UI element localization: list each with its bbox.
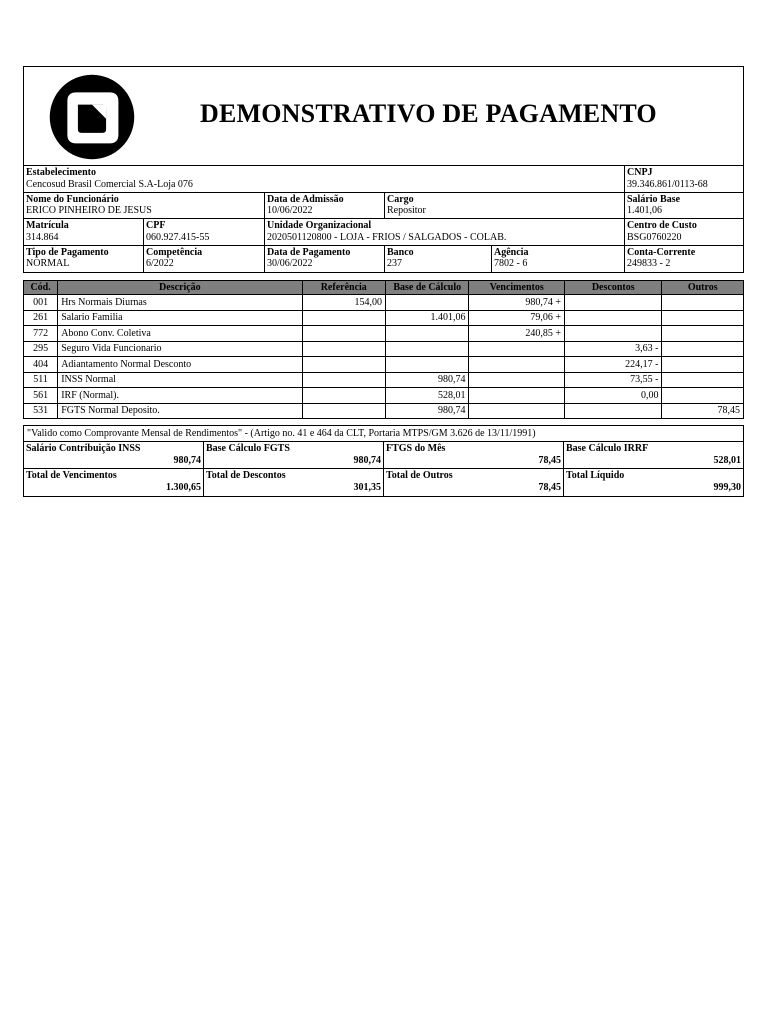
cell-referencia [302, 388, 385, 404]
admissao-cell [265, 193, 385, 219]
conta-cell [625, 246, 743, 273]
estabelecimento-value: Cencosud Brasil Comercial S.A-Loja 076 [26, 178, 193, 190]
estabelecimento-label: Estabelecimento [26, 167, 96, 178]
competencia-cell [144, 246, 265, 273]
cell-descricao: Hrs Normais Diurnas [58, 295, 302, 311]
agencia-cell [492, 246, 625, 273]
total-outros [384, 469, 564, 496]
cell-referencia [302, 403, 385, 419]
cell-outros: 78,45 [662, 403, 744, 419]
cell-cod: 001 [24, 295, 58, 311]
total-liquido-value: 999,30 [713, 481, 741, 493]
cell-cod: 295 [24, 341, 58, 357]
cell-base-calculo: 980,74 [385, 372, 468, 388]
cell-descontos: 3,63 - [564, 341, 662, 357]
header-cod: Cód. [24, 281, 58, 295]
header-descricao: Descrição [58, 281, 302, 295]
cell-descricao: Abono Conv. Coletiva [58, 326, 302, 342]
total-descontos-label: Total de Descontos [206, 470, 286, 481]
cell-base-calculo [385, 341, 468, 357]
cell-base-calculo: 1.401,06 [385, 310, 468, 326]
cpf-value: 060.927.415-55 [146, 231, 210, 243]
header-vencimentos: Vencimentos [469, 281, 565, 295]
totals-footer [23, 425, 744, 497]
total-outros-label: Total de Outros [386, 470, 453, 481]
tipo-pagamento-cell [24, 246, 144, 273]
cell-vencimentos [469, 388, 565, 404]
unidade-value: 2020501120800 - LOJA - FRIOS / SALGADOS - COLAB. [267, 231, 507, 243]
totals-row-sums [24, 469, 743, 496]
cell-vencimentos: 980,74 + [469, 295, 565, 311]
tipo-pagamento-value: NORMAL [26, 258, 70, 269]
base-calculo-fgts [204, 442, 384, 468]
payslip-header [23, 66, 744, 166]
cell-descricao: Salario Familia [58, 310, 302, 326]
cell-cod: 772 [24, 326, 58, 342]
cell-outros [662, 388, 744, 404]
total-vencimentos-value: 1.300,65 [166, 481, 201, 493]
cell-descricao: Adiantamento Normal Desconto [58, 357, 302, 373]
cell-descricao: FGTS Normal Deposito. [58, 403, 302, 419]
cell-outros [662, 326, 744, 342]
cell-descontos [564, 310, 662, 326]
cnpj-label: CNPJ [627, 167, 653, 178]
cell-referencia [302, 341, 385, 357]
cell-base-calculo: 980,74 [385, 403, 468, 419]
total-descontos [204, 469, 384, 496]
cell-outros [662, 372, 744, 388]
base-calculo-irrf-value: 528,01 [713, 454, 741, 466]
cell-referencia: 154,00 [302, 295, 385, 311]
matricula-value: 314.864 [26, 231, 59, 243]
cell-referencia [302, 310, 385, 326]
cnpj-cell [625, 166, 743, 192]
cell-descontos [564, 295, 662, 311]
cell-descontos: 224,17 - [564, 357, 662, 373]
cargo-label: Cargo [387, 193, 414, 205]
estabelecimento-cell [24, 166, 625, 192]
admissao-label: Data de Admissão [267, 193, 344, 205]
agencia-value: 7802 - 6 [494, 258, 528, 269]
cargo-value: Repositor [387, 205, 426, 216]
cell-vencimentos: 240,85 + [469, 326, 565, 342]
cell-base-calculo [385, 357, 468, 373]
centro-custo-label: Centro de Custo [627, 220, 697, 231]
banco-value: 237 [387, 258, 402, 269]
cell-cod: 261 [24, 310, 58, 326]
table-row [24, 341, 744, 357]
cell-cod: 561 [24, 388, 58, 404]
matricula-cell [24, 219, 144, 245]
earnings-table [23, 280, 744, 419]
total-outros-value: 78,45 [538, 481, 561, 493]
cell-base-calculo [385, 295, 468, 311]
table-row [24, 310, 744, 326]
cell-referencia [302, 357, 385, 373]
data-pagamento-label: Data de Pagamento [267, 246, 351, 258]
cell-vencimentos [469, 372, 565, 388]
conta-label: Conta-Corrente [627, 246, 696, 258]
total-liquido [564, 469, 743, 496]
cell-vencimentos: 79,06 + [469, 310, 565, 326]
cpf-label: CPF [146, 220, 166, 231]
cell-cod: 531 [24, 403, 58, 419]
total-vencimentos [24, 469, 204, 496]
cell-referencia [302, 372, 385, 388]
salario-contribuicao-inss-value: 980,74 [173, 454, 201, 466]
fgts-do-mes-value: 78,45 [538, 454, 561, 466]
base-calculo-irrf [564, 442, 743, 468]
data-pagamento-cell [265, 246, 385, 273]
cell-base-calculo: 528,01 [385, 388, 468, 404]
cell-base-calculo [385, 326, 468, 342]
cell-outros [662, 310, 744, 326]
header-base-calculo: Base de Cálculo [385, 281, 468, 295]
cell-descricao: INSS Normal [58, 372, 302, 388]
competencia-value: 6/2022 [146, 258, 174, 269]
fgts-do-mes [384, 442, 564, 468]
cell-cod: 404 [24, 357, 58, 373]
centro-custo-value: BSG0760220 [627, 231, 682, 243]
unidade-label: Unidade Organizacional [267, 220, 372, 231]
table-row [24, 326, 744, 342]
cell-descricao: Seguro Vida Funcionario [58, 341, 302, 357]
banco-label: Banco [387, 246, 414, 258]
payslip [23, 66, 744, 497]
cell-descontos [564, 326, 662, 342]
cell-outros [662, 295, 744, 311]
admissao-value: 10/06/2022 [267, 205, 313, 216]
salario-base-cell [625, 193, 743, 219]
header-descontos: Descontos [564, 281, 662, 295]
total-liquido-label: Total Líquido [566, 470, 625, 481]
nome-value: ERICO PINHEIRO DE JESUS [26, 205, 152, 216]
employee-info-grid [23, 166, 744, 273]
total-descontos-value: 301,35 [353, 481, 381, 493]
matricula-label: Matrícula [26, 220, 69, 231]
legal-note: "Valido como Comprovante Mensal de Rendimentos" - (Artigo no. 41 e 464 da CLT, Portaria MTPS/GM 3.626 de 13/11/1991) [24, 426, 743, 442]
tipo-pagamento-label: Tipo de Pagamento [26, 246, 109, 258]
cell-vencimentos [469, 357, 565, 373]
cell-referencia [302, 326, 385, 342]
base-calculo-fgts-value: 980,74 [353, 454, 381, 466]
centro-custo-cell [625, 219, 743, 245]
header-outros: Outros [662, 281, 744, 295]
base-calculo-irrf-label: Base Cálculo IRRF [566, 443, 649, 454]
agencia-label: Agência [494, 246, 529, 258]
table-row [24, 357, 744, 373]
banco-cell [385, 246, 492, 273]
header-referencia: Referência [302, 281, 385, 295]
salario-base-label: Salário Base [627, 193, 681, 205]
total-vencimentos-label: Total de Vencimentos [26, 470, 117, 481]
fgts-do-mes-label: FTGS do Mês [386, 443, 446, 454]
salario-base-value: 1.401,06 [627, 205, 662, 216]
unidade-cell [265, 219, 625, 245]
cell-outros [662, 341, 744, 357]
table-row [24, 372, 744, 388]
nome-cell [24, 193, 265, 219]
table-row [24, 403, 744, 419]
base-calculo-fgts-label: Base Cálculo FGTS [206, 443, 290, 454]
cell-descricao: IRF (Normal). [58, 388, 302, 404]
cell-descontos: 0,00 [564, 388, 662, 404]
competencia-label: Competência [146, 246, 203, 258]
cell-cod: 511 [24, 372, 58, 388]
cell-vencimentos [469, 341, 565, 357]
salario-contribuicao-inss-label: Salário Contribuição INSS [26, 443, 141, 454]
nome-label: Nome do Funcionário [26, 193, 119, 205]
cell-descontos [564, 403, 662, 419]
document-title: DEMONSTRATIVO DE PAGAMENTO [200, 99, 657, 128]
company-logo-icon [46, 73, 138, 161]
cpf-cell [144, 219, 265, 245]
table-row [24, 388, 744, 404]
cell-vencimentos [469, 403, 565, 419]
table-row [24, 295, 744, 311]
cell-outros [662, 357, 744, 373]
conta-value: 249833 - 2 [627, 258, 671, 269]
table-header-row [24, 281, 744, 295]
cnpj-value: 39.346.861/0113-68 [627, 178, 708, 190]
cell-descontos: 73,55 - [564, 372, 662, 388]
data-pagamento-value: 30/06/2022 [267, 258, 313, 269]
cargo-cell [385, 193, 625, 219]
totals-row-bases [24, 442, 743, 469]
salario-contribuicao-inss [24, 442, 204, 468]
